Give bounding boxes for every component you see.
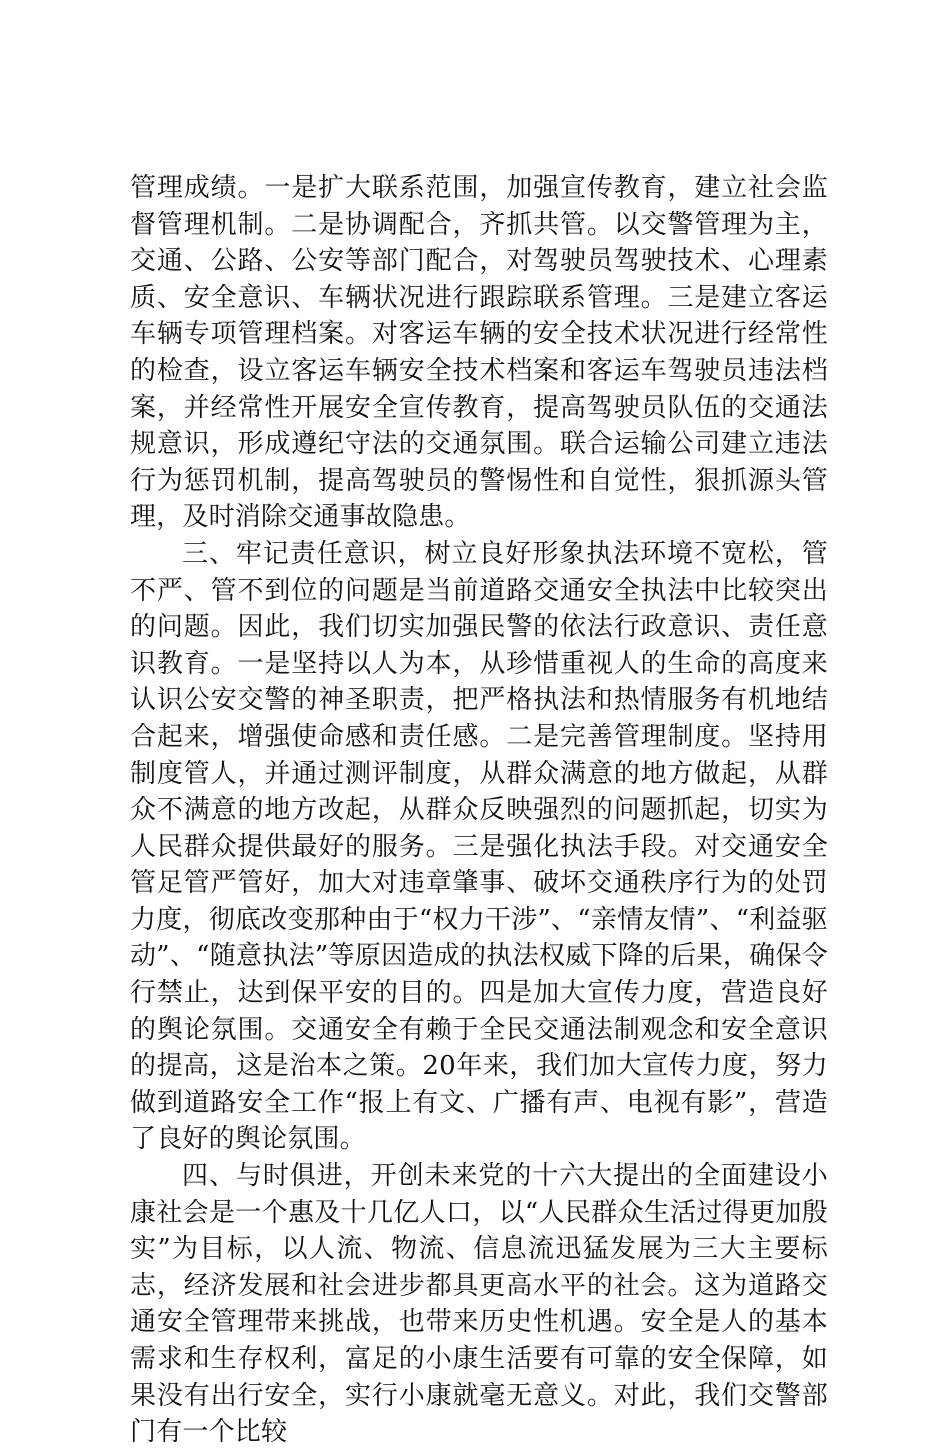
paragraph-section-four: 四、与时俱进，开创未来党的十六大提出的全面建设小康社会是一个惠及十几亿人口，以“人民群众生活过得更加殷实”为目标，以人流、物流、信息流迅猛发展为三大主要标志，经济发展和社会进步都具更高水平的社会。这为道路交通安全管理带来挑战，也带来历史性机遇。安全是人的基本需求和生存权利，富足的小康生活要有可靠的安全保障，如果没有出行安全，实行小康就毫无意义。对此，我们交警部门有一个比较 <box>130 1161 828 1448</box>
paragraph-continuation: 管理成绩。一是扩大联系范围，加强宣传教育，建立社会监督管理机制。二是协调配合，齐抓共管。以交警管理为主，交通、公路、公安等部门配合，对驾驶员驾驶技术、心理素质、安全意识、车辆状况进行跟踪联系管理。三是建立客运车辆专项管理档案。对客运车辆的安全技术状况进行经常性的检查，设立客运车辆安全技术档案和客运车驾驶员违法档案，并经常性开展安全宣传教育，提高驾驶员队伍的交通法规意识，形成遵纪守法的交通氛围。联合运输公司建立违法行为惩罚机制，提高驾驶员的警惕性和自觉性，狠抓源头管理，及时消除交通事故隐患。 <box>130 173 828 533</box>
document-body <box>130 170 828 1451</box>
paragraph-section-three: 三、牢记责任意识，树立良好形象执法环境不宽松，管不严、管不到位的问题是当前道路交通安全执法中比较突出的问题。因此，我们切实加强民警的依法行政意识、责任意识教育。一是坚持以人为本，从珍惜重视人的生命的高度来认识公安交警的神圣职责，把严格执法和热情服务有机地结合起来，增强使命感和责任感。二是完善管理制度。坚持用制度管人，并通过测评制度，从群众满意的地方做起，从群众不满意的地方改起，从群众反映强烈的问题抓起，切实为人民群众提供最好的服务。三是强化执法手段。对交通安全管足管严管好，加大对违章肇事、破坏交通秩序行为的处罚力度，彻底改变那种由于“权力干涉”、“亲情友情”、“利益驱动”、“随意执法”等原因造成的执法权威下降的后果，确保令行禁止，达到保平安的目的。四是加大宣传力度，营造良好的舆论氛围。交通安全有赖于全民交通法制观念和安全意识的提高，这是治本之策。20年来，我们加大宣传力度，努力做到道路安全工作“报上有文、广播有声、电视有影”，营造了良好的舆论氛围。 <box>130 538 828 1155</box>
